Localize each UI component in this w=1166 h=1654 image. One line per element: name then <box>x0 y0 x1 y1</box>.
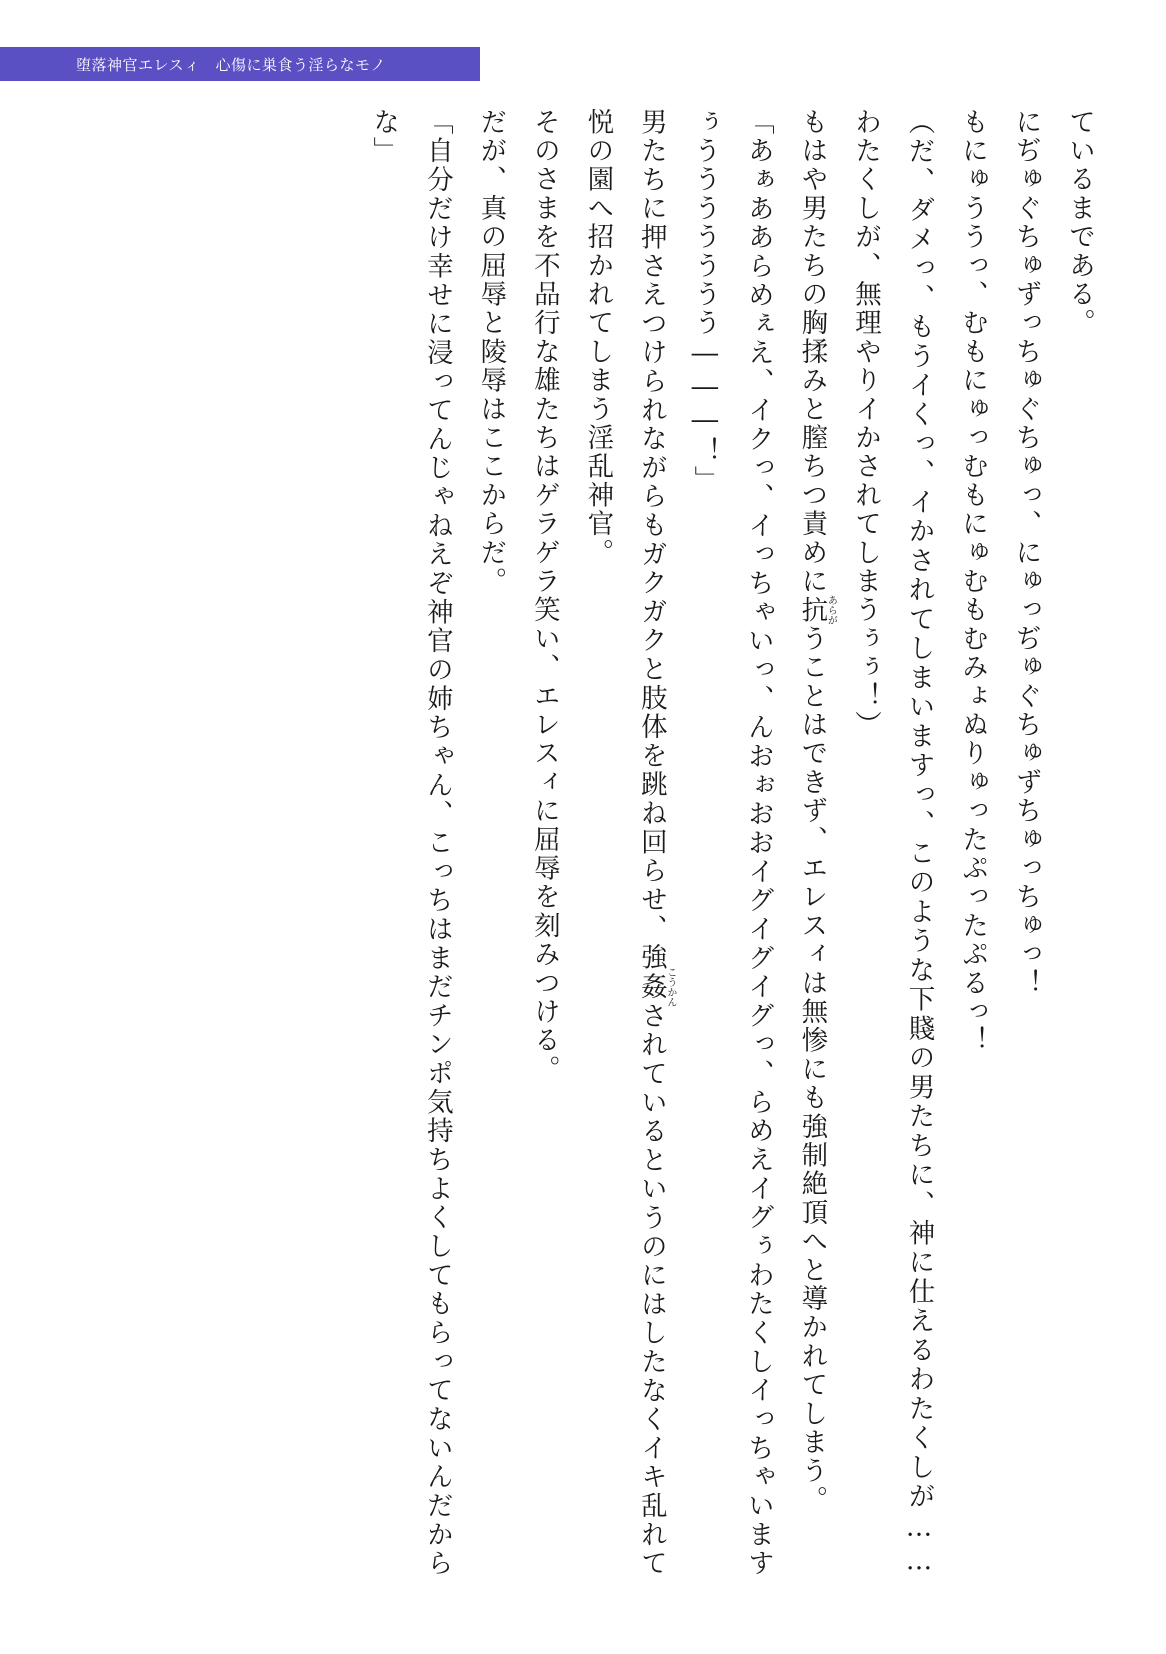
paragraph-7: 男たちに押さえつけられながらもガクガクと肢体を跳ね回らせ、強姦こうかんされているというのにはしたなくイキ乱れて悦の園へ招かれてしまう淫乱神官。 <box>582 108 676 1578</box>
ruby-annotation: 抗あらが <box>796 595 837 626</box>
ruby-annotation: 姦こうかん <box>635 967 676 1007</box>
paragraph-9: だが、真の屈辱と陵辱はここからだ。 <box>475 108 507 596</box>
paragraph-4: （だ、ダメっ、もうイくっ、イかされてしまいますっ、このような下賤の男たちに、神に仕えるわたくしが……わたくしが、無理やりイかされてしまうぅぅ！） <box>849 108 935 1578</box>
page-header-band <box>0 47 480 81</box>
page-title: 堕落神官エレスィ 心傷に巣食う淫らなモノ <box>76 55 386 74</box>
paragraph-1: ているまである。 <box>1064 108 1095 338</box>
paragraph-3: もにゅううっ、むもにゅっむもにゅむもむみょぬりゅったぷったぷるっ！ <box>956 108 988 1056</box>
novel-body-text <box>60 108 1106 1578</box>
paragraph-2: にぢゅぐちゅずっちゅぐちゅっ、にゅっぢゅぐちゅずちゅっちゅっ！ <box>1010 108 1042 998</box>
paragraph-5: もはや男たちの胸揉みと膣ちつ責めに抗あらがうことはできず、エレスィは無惨にも強制絶頂へと導かれてしまう。 <box>796 108 837 1515</box>
paragraph-8: そのさまを不品行な雄たちはゲラゲラ笑い、エレスィに屈辱を刻みつける。 <box>528 108 560 1084</box>
paragraph-10: 「自分だけ幸せに浸ってんじゃねえぞ神官の姉ちゃん、こっちはまだチンポ気持ちよくしてもらってないんだからな」 <box>368 108 453 1578</box>
paragraph-6: 「あぁああらめぇえ、イクっ、イっちゃいっ、んおぉおおイグイグイグっ、らめえイグぅわたくしイっちゃいますぅううううううう―――！」 <box>689 108 774 1578</box>
